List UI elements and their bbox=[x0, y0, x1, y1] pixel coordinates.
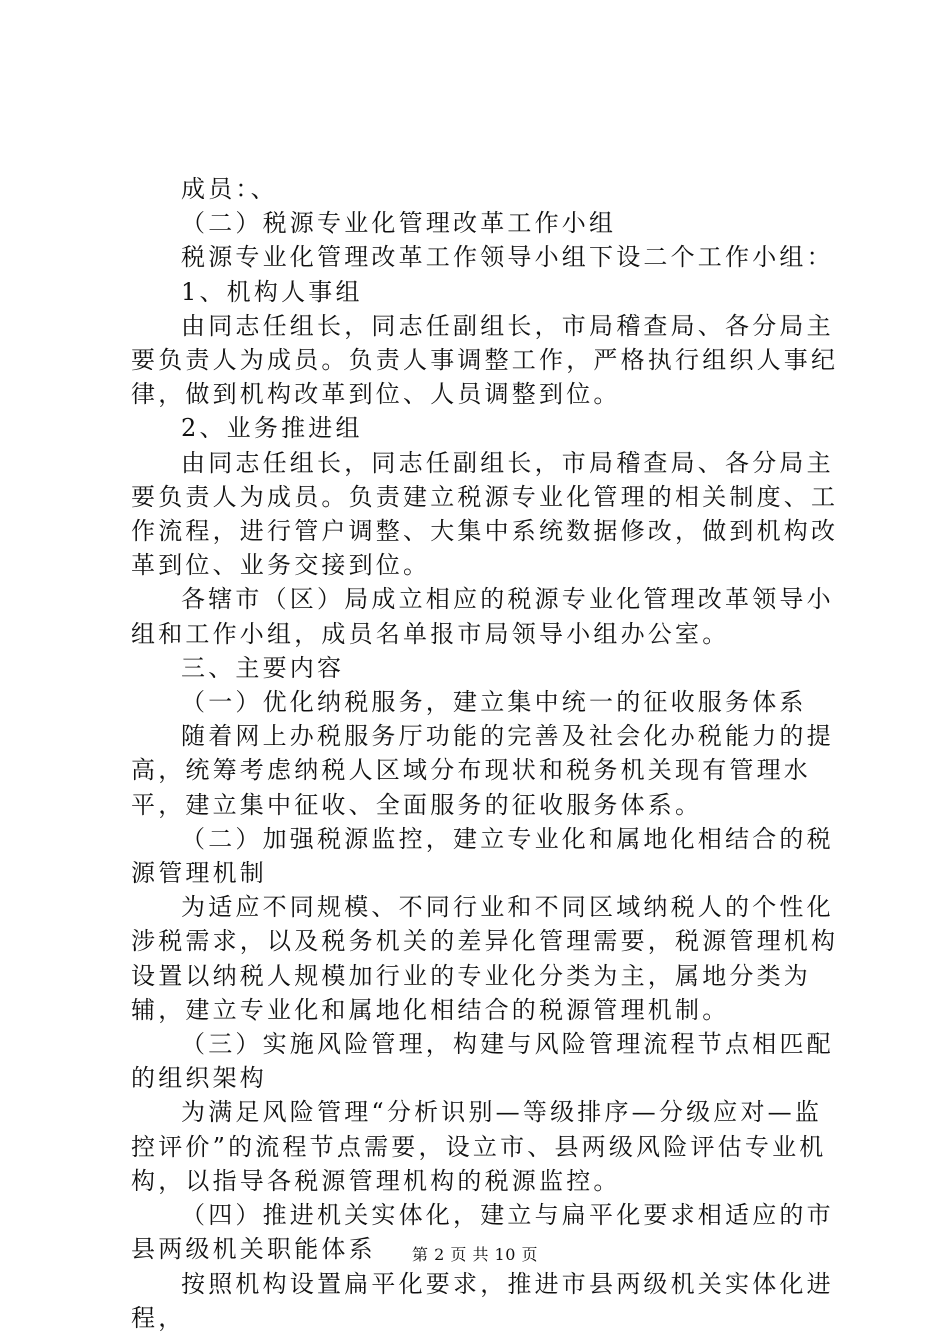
paragraph: 税源专业化管理改革工作领导小组下设二个工作小组： bbox=[181, 243, 834, 272]
subsection-heading: 1、机构人事组 bbox=[181, 277, 363, 306]
paragraph: 由同志任组长，同志任副组长，市局稽查局、各分局主要负责人为成员。负责建立税源专业化管理的相关制度、工作流程，进行管户调整、大集中系统数据修改，做到机构改革到位、业务交接到位。 bbox=[131, 448, 839, 580]
paragraph: 随着网上办税服务厅功能的完善及社会化办税能力的提高，统筹考虑纳税人区域分布现状和税务机关现有管理水平，建立集中征收、全面服务的征收服务体系。 bbox=[131, 722, 834, 819]
paragraph: 按照机构设置扁平化要求，推进市县两级机关实体化进程， bbox=[131, 1269, 834, 1332]
section-heading: （三）实施风险管理，构建与风险管理流程节点相匹配的组织架构 bbox=[131, 1030, 834, 1093]
section-heading: （四）推进机关实体化，建立与扁平化要求相适应的市县两级机关职能体系 bbox=[131, 1201, 834, 1264]
paragraph: 为满足风险管理“分析识别—等级排序—分级应对—监控评价”的流程节点需要，设立市、县两级风险评估专业机构，以指导各税源管理机构的税源监控。 bbox=[131, 1098, 827, 1195]
section-heading: （二）加强税源监控，建立专业化和属地化相结合的税源管理机制 bbox=[131, 824, 834, 888]
paragraph: 各辖市（区）局成立相应的税源专业化管理改革领导小组和工作小组，成员名单报市局领导小组办公室。 bbox=[131, 585, 834, 648]
paragraph: 为适应不同规模、不同行业和不同区域纳税人的个性化涉税需求，以及税务机关的差异化管理需要，税源管理机构设置以纳税人规模加行业的专业化分类为主，属地分类为辅，建立专业化和属地化相结合的税源管理机制。 bbox=[131, 893, 839, 1024]
document-body bbox=[131, 172, 841, 1335]
section-heading: （二）税源专业化管理改革工作小组 bbox=[181, 209, 617, 238]
paragraph: 由同志任组长，同志任副组长，市局稽查局、各分局主要负责人为成员。负责人事调整工作，严格执行组织人事纪律，做到机构改革到位、人员调整到位。 bbox=[131, 311, 839, 409]
paragraph: 成员：、 bbox=[181, 175, 278, 203]
section-heading: （一）优化纳税服务，建立集中统一的征收服务体系 bbox=[181, 688, 807, 717]
subsection-heading: 2、业务推进组 bbox=[181, 414, 363, 443]
page-number-footer: 第 2 页 共 10 页 bbox=[412, 1245, 538, 1264]
section-heading: 三、主要内容 bbox=[181, 653, 345, 682]
